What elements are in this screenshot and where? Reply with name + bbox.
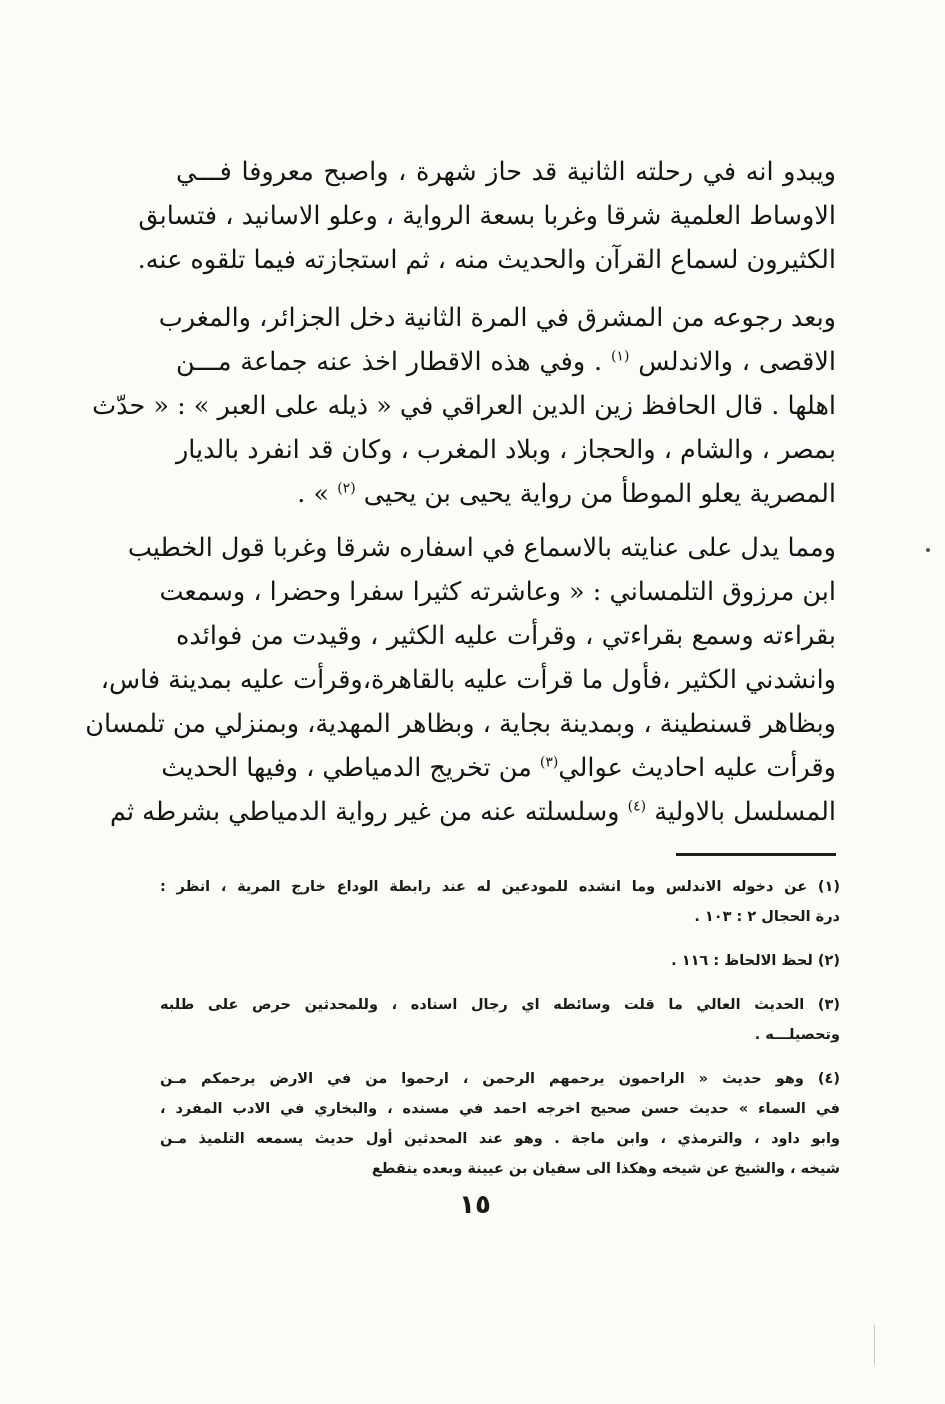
footnote-line: (٤) وهو حديث « الراحمون يرحمهم الرحمن ، ارحموا من في الارض يرحمكم مـن (160, 1071, 840, 1087)
text-segment: من تخريج الدمياطي ، وفيها الحديث (161, 753, 532, 783)
text-segment: وقرأت عليه احاديث عوالي (558, 753, 836, 783)
footnote-line: (٣) الحديث العالي ما قلت وسائطه اي رجال اسناده ، وللمحدثين حرص على طلبه (160, 997, 840, 1013)
scan-speck (926, 548, 930, 552)
footnote-4 (160, 1064, 840, 1184)
footnote-ref-4: (٤) (627, 798, 647, 815)
text-line: الكثيرون لسماع القرآن والحديث منه ، ثم استجازته فيما تلقوه عنه. (137, 245, 836, 275)
text-line: ويبدو انه في رحلته الثانية قد حاز شهرة ، واصبح معروفا فـــي (176, 157, 836, 187)
text-segment: الاقصى ، والاندلس (638, 347, 836, 377)
footnote-1 (160, 872, 840, 932)
footnote-separator (676, 853, 836, 856)
text-line: وبعد رجوعه من المشرق في المرة الثانية دخل الجزائر، والمغرب (158, 303, 836, 333)
footnote-line: وتحصيلـــه . (754, 1027, 840, 1043)
text-line: بمصر ، والشام ، والحجاز ، وبلاد المغرب ، وكان قد انفرد بالديار (175, 435, 836, 465)
footnote-line: (١) عن دخوله الاندلس وما انشده للمودعين له عند رابطة الوداع خارج المرية ، انظر : (160, 879, 840, 895)
text-line: وانشدني الكثير ،فأول ما قرأت عليه بالقاهرة،وقرأت عليه بمدينة فاس، (100, 665, 836, 695)
footnote-2 (160, 946, 840, 976)
scan-artifact-line (874, 1325, 875, 1365)
footnote-line: شيخه ، والشيخ عن شيخه وهكذا الى سفيان بن عيينة وبعده ينقطع (371, 1161, 840, 1177)
footnote-ref-2: (٢) (337, 480, 356, 497)
paragraph-1 (137, 150, 836, 282)
footnote-line: في السماء » حديث حسن صحيح اخرجه احمد في مسنده ، والبخاري في الادب المفرد ، (160, 1101, 840, 1117)
text-line: اهلها . قال الحافظ زين الدين العراقي في « ذيله على العبر » : « حدّث (92, 391, 836, 421)
text-line: ومما يدل على عنايته بالاسماع في اسفاره شرقا وغربا قول الخطيب (127, 533, 836, 563)
footnote-3 (160, 990, 840, 1050)
footnote-line: وابو داود ، والترمذي ، وابن ماجة . وهو عند المحدثين أول حديث يسمعه التلميذ مـن (160, 1131, 840, 1147)
text-segment: المسلسل بالاولية (654, 797, 836, 827)
page-number: ١٥ (459, 1190, 491, 1220)
text-line: بقراءته وسمع بقراءتي ، وقرأت عليه الكثير ، وقيدت من فوائده (176, 621, 836, 651)
text-line: ابن مرزوق التلمساني : « وعاشرته كثيرا سفرا وحضرا ، وسمعت (159, 577, 836, 607)
text-line (176, 472, 836, 516)
text-segment: » . (297, 479, 330, 509)
footnote-ref-1: (١) (610, 348, 630, 365)
text-line: وبظاهر قسنطينة ، وبمدينة بجاية ، وبظاهر المهدية، وبمنزلي من تلمسان (85, 709, 836, 739)
text-line (176, 340, 836, 384)
footnote-ref-3: (٣) (539, 754, 559, 771)
footnote-line: (٢) لحظ الالحاظ : ١١٦ . (671, 953, 840, 969)
text-segment: المصرية يعلو الموطأ من رواية يحيى بن يحيى (363, 479, 836, 509)
footnote-line: درة الحجال ٢ : ١٠٣ . (694, 909, 840, 925)
text-line (109, 790, 836, 834)
paragraph-3 (85, 526, 836, 834)
text-line: الاوساط العلمية شرقا وغربا بسعة الرواية ، وعلو الاسانيد ، فتسابق (138, 201, 836, 231)
paragraph-2 (92, 296, 836, 516)
text-line (161, 746, 836, 790)
text-segment: . وفي هذه الاقطار اخذ عنه جماعة مـــن (176, 347, 603, 377)
text-segment: وسلسلته عنه من غير رواية الدمياطي بشرطه ثم (109, 797, 620, 827)
